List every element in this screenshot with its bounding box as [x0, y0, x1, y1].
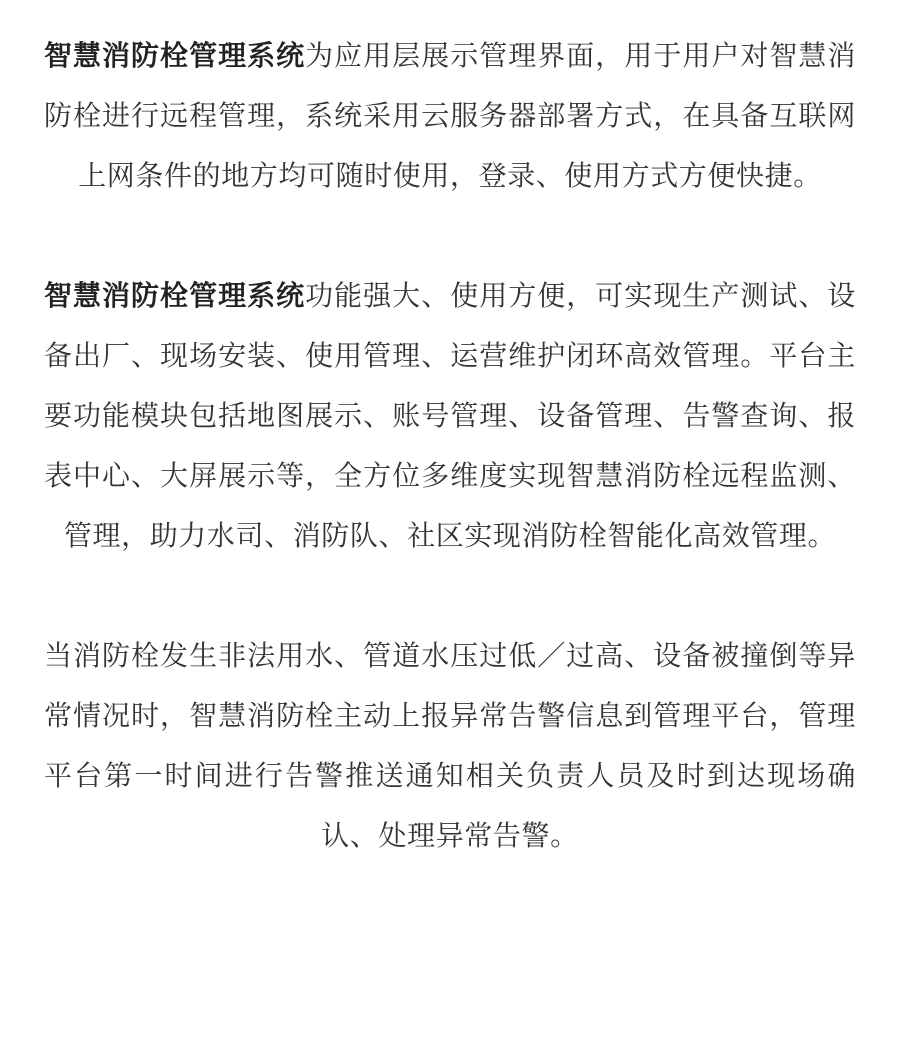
alarm-paragraph	[44, 626, 856, 866]
features-text: 功能强大、使用方便，可实现生产测试、设备出厂、现场安装、使用管理、运营维护闭环高效管理。平台主要功能模块包括地图展示、账号管理、设备管理、告警查询、报表中心、大屏展示等，全方位多维度实现智慧消防栓远程监测、管理，助力水司、消防队、社区实现消防栓智能化高效管理。	[44, 279, 857, 552]
system-name-bold: 智慧消防栓管理系统	[44, 39, 306, 72]
article-body	[44, 26, 856, 866]
system-name-bold: 智慧消防栓管理系统	[44, 279, 306, 312]
intro-paragraph	[44, 26, 856, 206]
alarm-text: 当消防栓发生非法用水、管道水压过低／过高、设备被撞倒等异常情况时，智慧消防栓主动上报异常告警信息到管理平台，管理平台第一时间进行告警推送通知相关负责人员及时到达现场确认、处理异常告警。	[44, 639, 856, 852]
features-paragraph	[44, 266, 856, 566]
intro-text: 为应用层展示管理界面，用于用户对智慧消防栓进行远程管理，系统采用云服务器部署方式，在具备互联网上网条件的地方均可随时使用，登录、使用方式方便快捷。	[44, 39, 857, 192]
